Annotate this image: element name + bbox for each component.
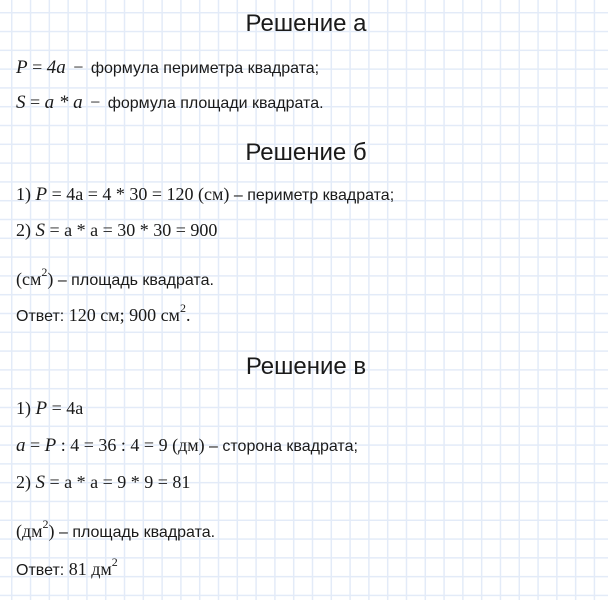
area-description: площадь квадрата. bbox=[72, 524, 216, 541]
area-calc: = a * a = 30 * 30 = 900 bbox=[45, 220, 218, 240]
unit-open: (дм bbox=[16, 521, 43, 541]
unit-open: (см bbox=[16, 269, 42, 289]
var-a: a bbox=[16, 435, 26, 456]
section-c-step2 bbox=[16, 471, 190, 495]
answer-end: . bbox=[185, 305, 191, 325]
side-calc: : 4 = 36 : 4 = 9 (дм) bbox=[56, 435, 205, 455]
unit-exponent: 2 bbox=[42, 517, 49, 531]
answer-label: Ответ: bbox=[16, 562, 69, 579]
unit-exponent: 2 bbox=[111, 555, 118, 569]
side-description: сторона квадрата; bbox=[222, 438, 358, 455]
area-calc: = a * a = 9 * 9 = 81 bbox=[45, 472, 191, 492]
section-b-answer bbox=[16, 301, 191, 328]
area-formula-line bbox=[16, 91, 324, 115]
dash: − bbox=[90, 92, 101, 112]
unit-exponent: 2 bbox=[179, 301, 186, 315]
unit-close: ) bbox=[47, 269, 54, 289]
formula-description: формула площади квадрата. bbox=[107, 95, 324, 112]
answer-value: 120 см; 900 см bbox=[68, 305, 180, 325]
var-s: S bbox=[16, 92, 26, 113]
step-number: 1) bbox=[16, 398, 36, 418]
dash: − bbox=[73, 57, 84, 77]
section-c-answer bbox=[16, 555, 118, 582]
step-number: 2) bbox=[16, 220, 36, 240]
dash: – bbox=[53, 272, 72, 289]
section-c-step1 bbox=[16, 397, 83, 421]
step-number: 1) bbox=[16, 184, 36, 204]
equals: = bbox=[25, 435, 45, 455]
answer-label: Ответ: bbox=[16, 308, 69, 325]
unit-close: ) bbox=[48, 521, 55, 541]
dash: – bbox=[54, 524, 73, 541]
section-c-title: Решение в bbox=[245, 353, 367, 380]
var-p: P bbox=[35, 398, 48, 419]
section-c-area-unit bbox=[16, 517, 216, 544]
answer-value: 81 дм bbox=[68, 559, 112, 579]
var-p: P bbox=[35, 184, 48, 205]
section-b-area-unit bbox=[16, 265, 214, 292]
section-c-side bbox=[16, 434, 358, 458]
var-p: P bbox=[44, 435, 57, 456]
perimeter-calc: = 4a = 4 * 30 = 120 (см) bbox=[47, 184, 230, 204]
area-description: площадь квадрата. bbox=[71, 272, 214, 289]
unit-exponent: 2 bbox=[41, 265, 48, 279]
equals: = bbox=[25, 92, 45, 112]
perimeter-formula-line bbox=[16, 56, 319, 80]
formula-description: формула периметра квадрата; bbox=[90, 60, 320, 77]
var-s: S bbox=[35, 472, 45, 493]
dash: – bbox=[204, 438, 223, 455]
section-a-title: Решение а bbox=[245, 10, 367, 37]
section-b-step1 bbox=[16, 183, 394, 207]
var-s: S bbox=[35, 220, 45, 241]
step-description: периметр квадрата; bbox=[247, 187, 395, 204]
section-b-title: Решение б bbox=[245, 139, 367, 166]
dash: – bbox=[229, 187, 248, 204]
formula-expr: a * a bbox=[44, 92, 83, 113]
formula-expr: 4a bbox=[46, 57, 66, 78]
section-b-step2 bbox=[16, 219, 217, 243]
perimeter-formula: = 4a bbox=[47, 398, 84, 418]
step-number: 2) bbox=[16, 472, 36, 492]
var-p: P bbox=[16, 57, 28, 78]
equals: = bbox=[27, 57, 47, 77]
